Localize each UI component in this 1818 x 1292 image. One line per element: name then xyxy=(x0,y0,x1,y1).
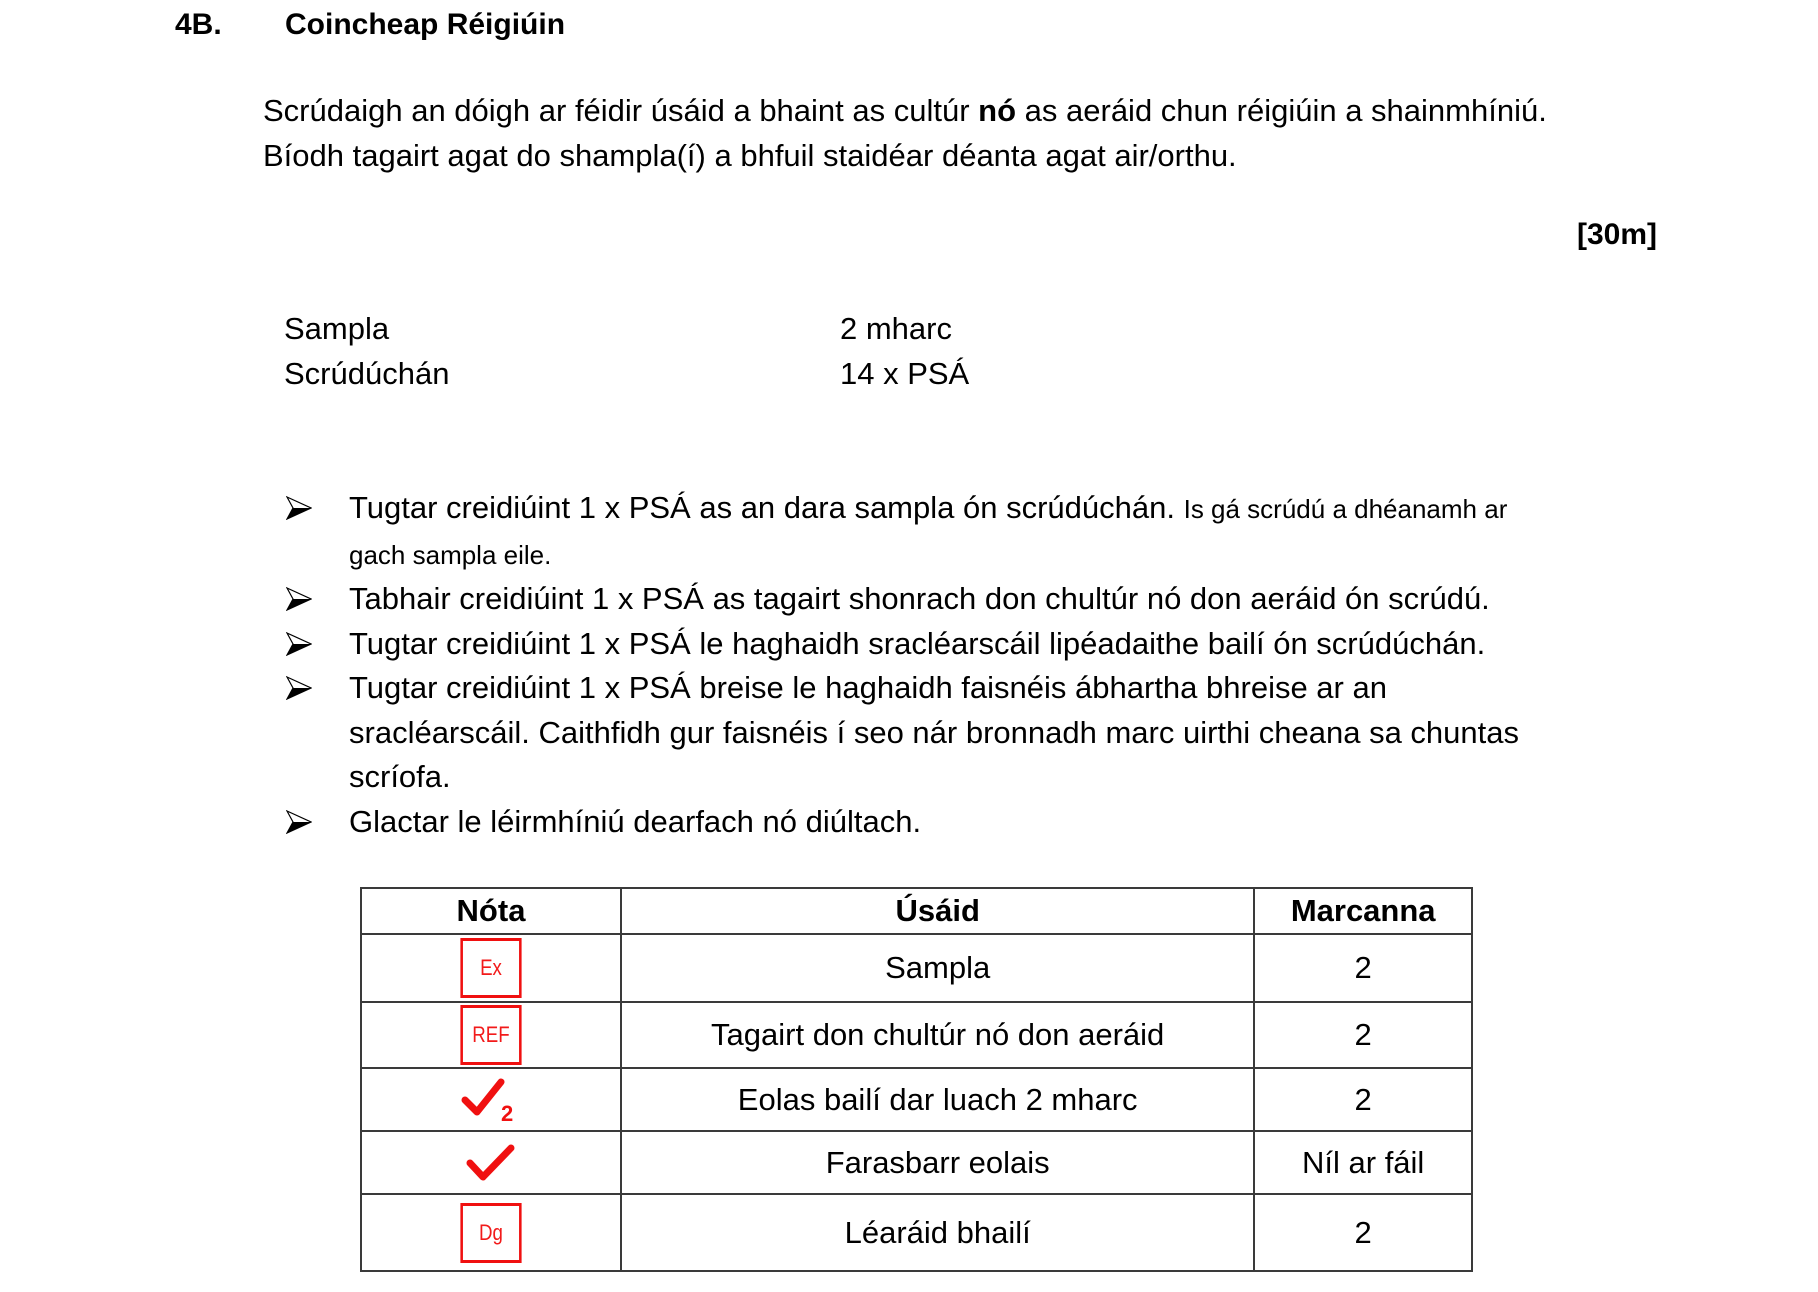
table-row xyxy=(361,1194,1472,1271)
usage-cell: Eolas bailí dar luach 2 mharc xyxy=(621,1068,1254,1131)
note-cell xyxy=(361,1131,621,1194)
usage-cell: Sampla xyxy=(621,934,1254,1002)
arrow-bullet-icon xyxy=(286,496,312,520)
note-cell xyxy=(361,1002,621,1068)
prompt-text: as aeráid chun réigiúin a shainmhíniú. xyxy=(1016,93,1547,128)
question-title: Coincheap Réigiúin xyxy=(285,8,566,41)
annotation-table xyxy=(360,887,1473,1272)
bullet-text: scríofa. xyxy=(349,759,451,794)
double-tick-icon xyxy=(461,1078,521,1122)
marks-cell: 2 xyxy=(1254,1068,1472,1131)
table-header-row xyxy=(361,888,1472,934)
arrow-bullet-icon xyxy=(286,810,312,834)
table-row xyxy=(361,1131,1472,1194)
bullet-text: Tabhair creidiúint 1 x PSÁ as tagairt shonrach don chultúr nó don aeráid ón scrúdú. xyxy=(349,581,1490,616)
column-header-usage: Úsáid xyxy=(621,888,1254,934)
table-row xyxy=(361,1002,1472,1068)
arrow-bullet-icon xyxy=(286,676,312,700)
note-cell xyxy=(361,934,621,1002)
usage-cell: Farasbarr eolais xyxy=(621,1131,1254,1194)
bullet-text: Glactar le léirmhíniú dearfach nó diúltach. xyxy=(349,803,922,839)
marks-cell: Níl ar fáil xyxy=(1254,1131,1472,1194)
allocation-label: Sampla xyxy=(284,311,390,346)
question-prompt xyxy=(263,88,1547,178)
prompt-text: Scrúdaigh an dóigh ar féidir úsáid a bhaint as cultúr xyxy=(263,93,979,128)
tick-icon xyxy=(465,1143,517,1183)
arrow-bullet-icon xyxy=(286,632,312,656)
usage-cell: Tagairt don chultúr nó don aeráid xyxy=(621,1002,1254,1068)
list-item xyxy=(286,666,1656,800)
marking-guidelines-list xyxy=(286,486,1656,844)
svg-text:2: 2 xyxy=(501,1100,514,1122)
bullet-text: Tugtar creidiúint 1 x PSÁ le haghaidh sracléarscáil lipéadaithe bailí ón scrúdúchán. xyxy=(349,625,1486,661)
bullet-text: Tugtar creidiúint 1 x PSÁ as an dara sampla ón scrúdúchán. xyxy=(349,490,1175,525)
prompt-line-2: Bíodh tagairt agat do shampla(í) a bhfuil staidéar déanta agat air/orthu. xyxy=(263,138,1237,173)
marks-cell: 2 xyxy=(1254,934,1472,1002)
prompt-emphasis: nó xyxy=(978,93,1017,128)
note-cell xyxy=(361,1194,621,1271)
bullet-text: Tugtar creidiúint 1 x PSÁ breise le haghaidh faisnéis ábhartha bhreise ar an xyxy=(349,670,1387,705)
allocation-value: 14 x PSÁ xyxy=(840,356,970,391)
column-header-marks: Marcanna xyxy=(1254,888,1472,934)
usage-cell: Léaráid bhailí xyxy=(621,1194,1254,1271)
allocation-value: 2 mharc xyxy=(840,311,952,346)
column-header-note: Nóta xyxy=(361,888,621,934)
prompt-line-1 xyxy=(263,88,1547,133)
list-item xyxy=(286,800,1656,845)
bullet-text-small: Is gá scrúdú a dhéanamh ar xyxy=(1183,494,1508,524)
list-item xyxy=(286,622,1656,667)
allocation-label: Scrúdúchán xyxy=(284,356,450,391)
list-item xyxy=(286,486,1656,577)
note-cell xyxy=(361,1068,621,1131)
table-row xyxy=(361,934,1472,1002)
example-stamp-icon: Ex xyxy=(460,938,521,998)
question-number: 4B. xyxy=(175,8,222,41)
bullet-text-small: gach sampla eile. xyxy=(349,539,552,570)
arrow-bullet-icon xyxy=(286,587,312,611)
table-row xyxy=(361,1068,1472,1131)
reference-stamp-icon: REF xyxy=(460,1005,521,1065)
list-item xyxy=(286,577,1656,622)
diagram-stamp-icon: Dg xyxy=(460,1203,521,1263)
total-marks: [30m] xyxy=(1576,218,1657,251)
marks-cell: 2 xyxy=(1254,1194,1472,1271)
marks-cell: 2 xyxy=(1254,1002,1472,1068)
bullet-text: sracléarscáil. Caithfidh gur faisnéis í seo nár bronnadh marc uirthi cheana sa chuntas xyxy=(349,714,1520,750)
